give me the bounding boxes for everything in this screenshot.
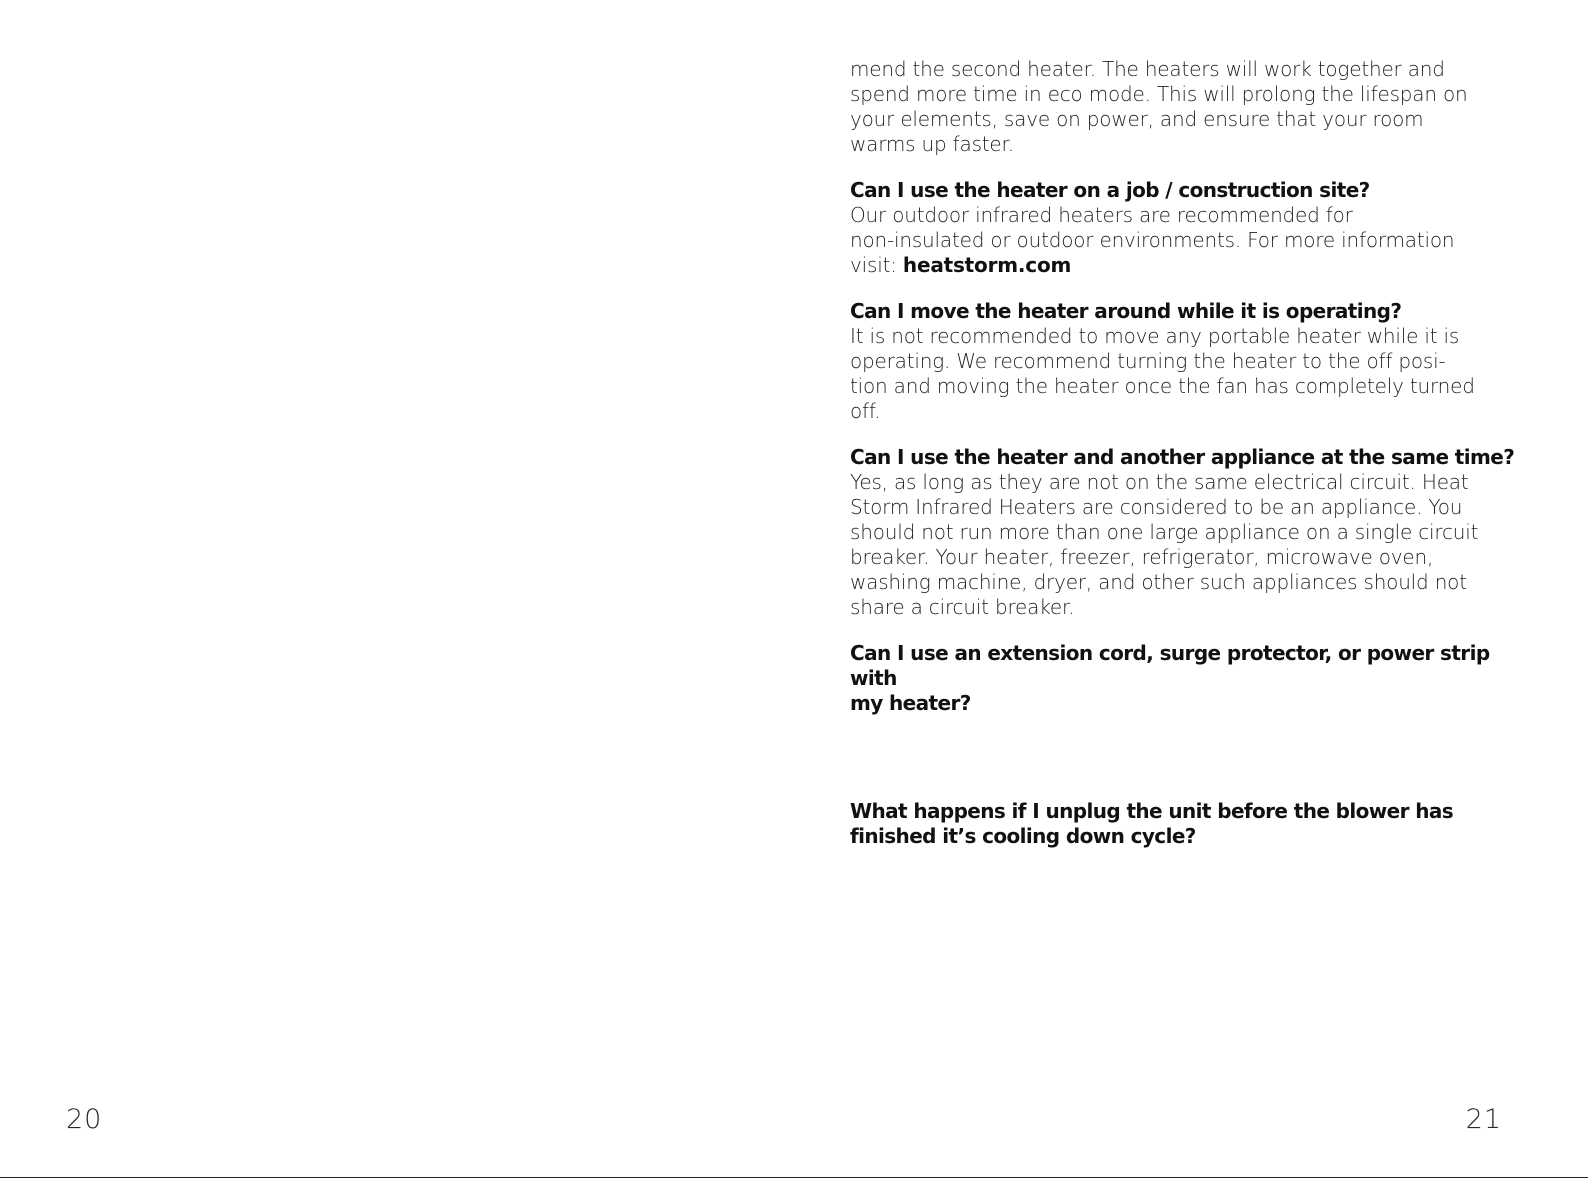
page-number-right: 21	[1465, 1104, 1502, 1135]
faq-question: Can I move the heater around while it is operating?	[850, 299, 1402, 323]
faq-question: What happens if I unplug the unit before the blower has finished it’s cooling down cycle?	[850, 799, 1454, 848]
faq-answer: It is not recommended to move any portable heater while it is operating. We recommend turning the heater to the off posi- tion and moving the heater once the fan has completely turned off.	[850, 324, 1475, 423]
faq-item	[850, 641, 1540, 778]
faq-question: Can I use the heater and another appliance at the same time?	[850, 445, 1515, 469]
faq-question: Can I use the heater on a job / construction site?	[850, 178, 1370, 202]
left-page	[0, 0, 794, 1178]
bottom-edge-line	[0, 1177, 1588, 1178]
faq-item	[850, 299, 1540, 424]
faq-item	[850, 799, 1540, 849]
faq-question: Can I use an extension cord, surge protector, or power strip with my heater?	[850, 641, 1490, 715]
faq-answer-text: Our outdoor infrared heaters are recommended for non-insulated or outdoor environments. For more information visit:	[850, 203, 1455, 277]
faq-answer	[850, 203, 1540, 278]
answer-blank-space	[850, 716, 1540, 778]
faq-content	[850, 57, 1540, 870]
faq-item	[850, 178, 1540, 278]
right-page	[794, 0, 1588, 1178]
faq-item	[850, 445, 1540, 620]
intro-paragraph: mend the second heater. The heaters will work together and spend more time in eco mode. This will prolong the lifespan on your elements, save on power, and ensure that your room warms up faster.	[850, 57, 1468, 156]
page-number-left: 20	[66, 1104, 103, 1135]
faq-answer: Yes, as long as they are not on the same electrical circuit. Heat Storm Infrared Heaters are considered to be an appliance. You should not run more than one large appliance on a single circuit breaker. Your heater, freezer, refrigerator, microwave oven, washing machine, dryer, and other such appliances should not share a circuit breaker.	[850, 470, 1479, 619]
website-link[interactable]: heatstorm.com	[902, 253, 1072, 277]
